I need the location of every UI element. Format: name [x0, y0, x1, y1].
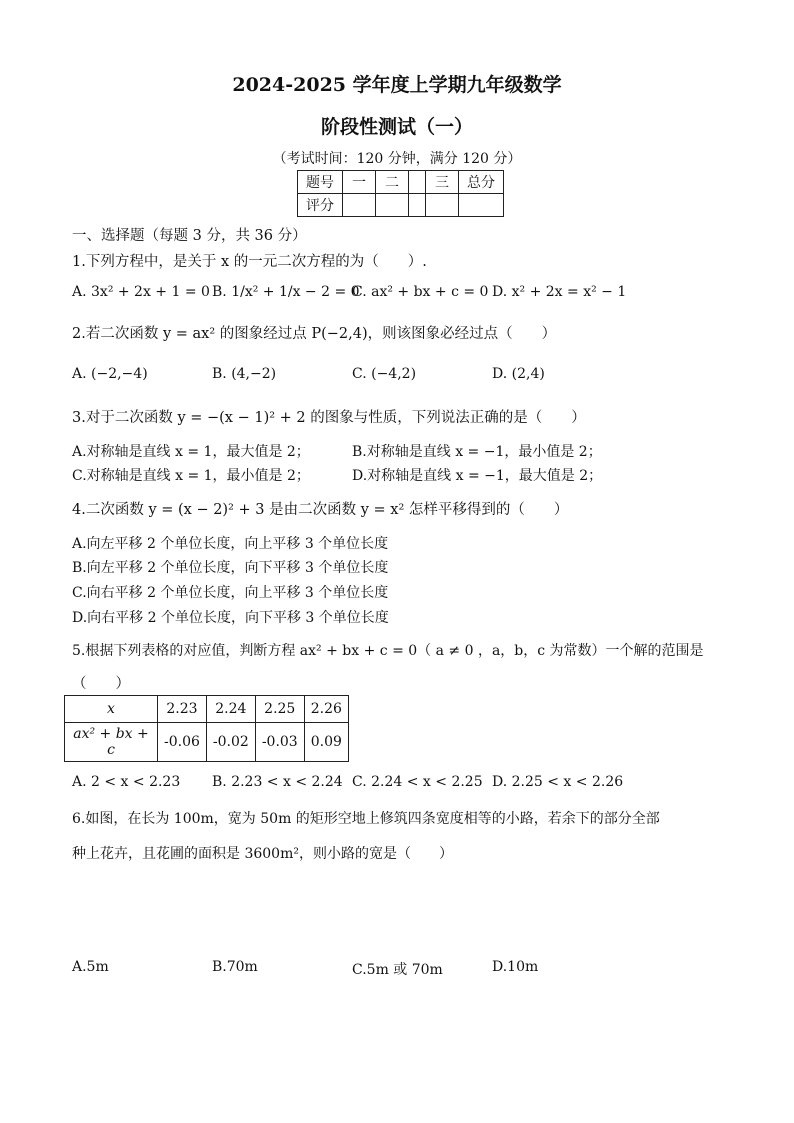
score-table — [297, 170, 504, 217]
question-6-stem-cont: 种上花卉，且花圃的面积是 3600m²，则小路的宽是（ ） — [72, 846, 453, 862]
question-3-option-b: B.对称轴是直线 x = −1，最小值是 2； — [352, 444, 602, 460]
score-cell — [426, 194, 459, 217]
values-cell: 0.09 — [304, 723, 348, 762]
question-5-option-a: A. 2 < x < 2.23 — [72, 774, 181, 790]
question-3-option-d: D.对称轴是直线 x = −1，最大值是 2； — [352, 468, 603, 484]
question-2-option-c: C. (−4,2) — [352, 366, 417, 382]
question-6-option-a: A.5m — [72, 959, 109, 975]
values-table — [64, 695, 349, 762]
values-cell: 2.24 — [206, 696, 255, 723]
question-4-option-b: B.向左平移 2 个单位长度，向下平移 3 个单位长度 — [72, 560, 389, 576]
values-cell: x — [65, 696, 158, 723]
question-4-option-c: C.向右平移 2 个单位长度，向上平移 3 个单位长度 — [72, 585, 389, 601]
score-cell: 二 — [376, 171, 409, 194]
question-6-stem: 6.如图，在长为 100m，宽为 50m 的矩形空地上修筑四条宽度相等的小路，若余下的部分全部 — [72, 811, 660, 827]
values-cell: -0.02 — [206, 723, 255, 762]
score-cell: 总分 — [459, 171, 504, 194]
question-3-stem: 3.对于二次函数 y = −(x − 1)² + 2 的图象与性质，下列说法正确的是（ ） — [72, 410, 586, 426]
question-4-stem: 4.二次函数 y = (x − 2)² + 3 是由二次函数 y = x² 怎样平移得到的（ ） — [72, 502, 569, 518]
values-cell: ax² + bx + c — [65, 723, 158, 762]
score-table-score-row — [298, 194, 504, 217]
question-5-option-b: B. 2.23 < x < 2.24 — [212, 774, 343, 790]
question-5-stem: 5.根据下列表格的对应值，判断方程 ax² + bx + c = 0（ a ≠ 0 ，a，b，c 为常数）一个解的范围是 — [72, 643, 704, 659]
score-cell — [376, 194, 409, 217]
question-2-option-a: A. (−2,−4) — [72, 366, 148, 382]
section-heading: 一、选择题（每题 3 分，共 36 分） — [72, 228, 307, 244]
question-1-option-c: C. ax² + bx + c = 0 — [352, 284, 489, 300]
question-1-option-a: A. 3x² + 2x + 1 = 0 — [72, 284, 210, 300]
score-cell: 评分 — [298, 194, 343, 217]
question-1-option-d: D. x² + 2x = x² − 1 — [492, 284, 627, 300]
question-3-option-a: A.对称轴是直线 x = 1，最大值是 2； — [72, 444, 310, 460]
score-cell: 题号 — [298, 171, 343, 194]
values-table-x-row — [65, 696, 349, 723]
score-cell: 一 — [343, 171, 376, 194]
score-cell — [459, 194, 504, 217]
score-cell — [409, 171, 426, 194]
score-cell — [343, 194, 376, 217]
score-table-header-row — [298, 171, 504, 194]
question-4-option-a: A.向左平移 2 个单位长度，向上平移 3 个单位长度 — [72, 536, 389, 552]
values-cell: 2.25 — [255, 696, 304, 723]
question-1-stem: 1.下列方程中，是关于 x 的一元二次方程的为（ ）. — [72, 254, 427, 270]
question-3-option-c: C.对称轴是直线 x = 1，最小值是 2； — [72, 468, 310, 484]
exam-subtitle: 阶段性测试（一） — [320, 116, 473, 138]
question-4-option-d: D.向右平移 2 个单位长度，向下平移 3 个单位长度 — [72, 610, 389, 626]
values-cell: -0.03 — [255, 723, 304, 762]
values-table-y-row — [65, 723, 349, 762]
question-2-option-b: B. (4,−2) — [212, 366, 277, 382]
question-1-option-b: B. 1/x² + 1/x − 2 = 0 — [212, 284, 360, 300]
score-cell — [409, 194, 426, 217]
question-2-option-d: D. (2,4) — [492, 366, 545, 382]
score-cell: 三 — [426, 171, 459, 194]
question-6-option-d: D.10m — [492, 959, 539, 975]
exam-title: 2024-2025 学年度上学期九年级数学 — [232, 74, 562, 96]
question-5-stem-cont: （ ） — [72, 676, 130, 692]
question-5-option-d: D. 2.25 < x < 2.26 — [492, 774, 624, 790]
question-5-option-c: C. 2.24 < x < 2.25 — [352, 774, 483, 790]
question-2-stem: 2.若二次函数 y = ax² 的图象经过点 P(−2,4)，则该图象必经过点（ ） — [72, 326, 557, 342]
question-6-option-b: B.70m — [212, 959, 258, 975]
values-cell: 2.23 — [158, 696, 207, 723]
question-6-option-c: C.5m 或 70m — [352, 962, 443, 978]
values-cell: 2.26 — [304, 696, 348, 723]
values-cell: -0.06 — [158, 723, 207, 762]
exam-info: （考试时间：120 分钟，满分 120 分） — [272, 151, 522, 167]
